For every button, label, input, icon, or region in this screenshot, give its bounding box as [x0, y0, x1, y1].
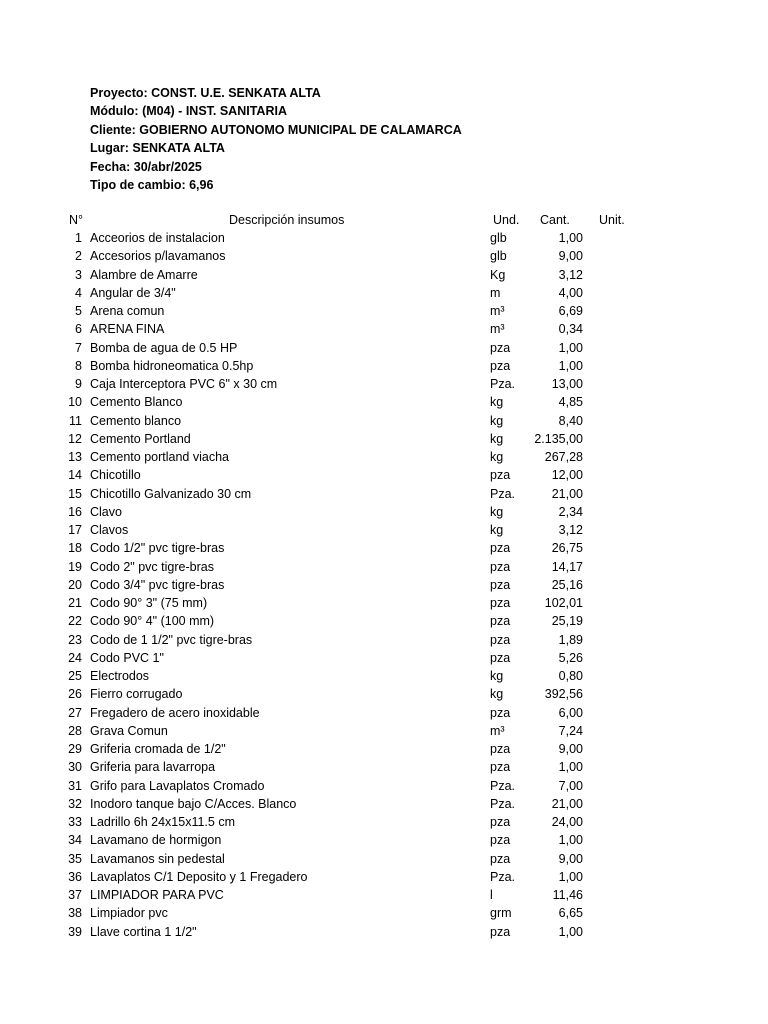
row-number: 34: [68, 833, 82, 848]
row-quantity: 0,80: [558, 669, 583, 683]
row-unit: pza: [490, 541, 511, 556]
table-row: [0, 466, 768, 484]
row-description: Clavo: [90, 504, 122, 519]
row-unit: m³: [490, 322, 505, 337]
row-description: Alambre de Amarre: [90, 267, 198, 282]
row-unit: pza: [490, 815, 511, 829]
row-description: Bomba de agua de 0.5 HP: [90, 340, 238, 355]
table-row: [0, 558, 768, 576]
row-quantity: 13,00: [551, 377, 583, 391]
table-row: [0, 722, 768, 740]
row-description: Angular de 3/4": [90, 285, 176, 300]
row-number: 26: [68, 687, 82, 702]
row-description: Cemento Blanco: [90, 395, 183, 410]
table-row: [0, 266, 768, 284]
row-number: 6: [75, 322, 82, 337]
document-header: [90, 84, 462, 194]
table-row: [0, 357, 768, 375]
row-quantity: 3,12: [558, 267, 583, 282]
row-description: Bomba hidroneomatica 0.5hp: [90, 358, 254, 373]
row-unit: pza: [490, 924, 511, 939]
row-number: 19: [68, 559, 82, 574]
table-row: [0, 521, 768, 539]
row-number: 3: [75, 267, 82, 282]
row-description: Griferia para lavarropa: [90, 760, 216, 775]
row-quantity: 26,75: [551, 541, 583, 556]
table-row: [0, 247, 768, 265]
column-header-description: Descripción insumos: [229, 213, 345, 227]
project-line: Proyecto: CONST. U.E. SENKATA ALTA: [90, 86, 321, 100]
row-quantity: 4,00: [558, 285, 583, 300]
row-number: 4: [75, 285, 82, 300]
row-description: Cemento blanco: [90, 413, 182, 428]
table-row: [0, 503, 768, 521]
table-row: [0, 284, 768, 302]
row-number: 37: [68, 888, 82, 902]
row-description: Codo PVC 1": [90, 650, 164, 665]
table-row: [0, 539, 768, 557]
table-row: [0, 576, 768, 594]
row-number: 27: [68, 705, 82, 720]
row-number: 23: [68, 632, 82, 647]
row-unit: kg: [490, 687, 504, 702]
row-description: Grava Comun: [90, 723, 168, 738]
column-header-number: N°: [69, 213, 84, 227]
row-unit: pza: [490, 742, 511, 756]
row-unit: kg: [490, 450, 504, 464]
table-row: [0, 886, 768, 904]
row-quantity: 3,12: [558, 523, 583, 537]
row-unit: pza: [490, 358, 511, 373]
row-quantity: 9,00: [558, 851, 583, 866]
row-description: Ladrillo 6h 24x15x11.5 cm: [90, 815, 235, 829]
row-unit: pza: [490, 833, 511, 848]
row-number: 33: [68, 815, 82, 829]
row-quantity: 102,01: [544, 596, 583, 610]
row-quantity: 6,65: [558, 906, 583, 921]
row-unit: pza: [490, 340, 511, 355]
row-number: 25: [68, 669, 82, 683]
row-number: 20: [68, 577, 82, 592]
table-row: [0, 923, 768, 941]
row-quantity: 25,16: [551, 577, 583, 592]
row-quantity: 11,46: [552, 888, 583, 902]
row-description: Llave cortina 1 1/2": [90, 924, 197, 939]
row-description: Grifo para Lavaplatos Cromado: [90, 778, 265, 793]
row-quantity: 6,00: [558, 705, 583, 720]
row-unit: kg: [490, 413, 504, 428]
row-description: Arena comun: [90, 304, 165, 318]
row-unit: pza: [490, 468, 511, 483]
row-number: 9: [75, 377, 82, 391]
row-number: 16: [68, 504, 82, 519]
row-number: 11: [69, 413, 82, 428]
row-number: 5: [75, 304, 82, 318]
row-quantity: 1,00: [558, 869, 583, 884]
row-unit: pza: [490, 614, 511, 629]
row-unit: Kg: [490, 267, 506, 282]
row-number: 29: [68, 742, 82, 756]
table-row: [0, 339, 768, 357]
row-unit: kg: [490, 669, 504, 683]
row-quantity: 2,34: [558, 504, 583, 519]
table-row: [0, 448, 768, 466]
row-quantity: 4,85: [558, 395, 583, 410]
row-quantity: 21,00: [551, 486, 583, 501]
row-number: 31: [68, 778, 82, 793]
table-row: [0, 229, 768, 247]
row-quantity: 12,00: [551, 468, 583, 483]
row-description: Cemento portland viacha: [90, 450, 229, 464]
row-unit: pza: [490, 559, 511, 574]
row-quantity: 2.135,00: [534, 431, 583, 446]
table-row: [0, 594, 768, 612]
row-description: Clavos: [90, 523, 129, 537]
table-row: [0, 758, 768, 776]
row-description: Lavamano de hormigon: [90, 833, 222, 848]
row-unit: pza: [490, 760, 511, 775]
table-row: [0, 685, 768, 703]
row-description: Electrodos: [90, 669, 150, 683]
row-quantity: 7,24: [558, 723, 583, 738]
row-unit: m: [490, 285, 501, 300]
row-number: 38: [68, 906, 82, 921]
row-number: 30: [68, 760, 82, 775]
row-description: Fierro corrugado: [90, 687, 183, 702]
row-description: Codo 2" pvc tigre-bras: [90, 559, 214, 574]
row-unit: m³: [490, 723, 505, 738]
row-quantity: 1,00: [558, 924, 583, 939]
row-number: 15: [68, 486, 82, 501]
table-row: [0, 649, 768, 667]
table-row: [0, 320, 768, 338]
row-unit: grm: [490, 906, 512, 921]
row-quantity: 1,00: [558, 358, 583, 373]
row-quantity: 14,17: [551, 559, 583, 574]
row-number: 35: [68, 851, 82, 866]
row-description: Inodoro tanque bajo C/Acces. Blanco: [90, 796, 297, 811]
row-description: ARENA FINA: [90, 322, 165, 337]
row-quantity: 9,00: [558, 742, 583, 756]
supplies-table-body: [0, 229, 768, 941]
row-description: Limpiador pvc: [90, 906, 168, 921]
row-description: Codo 1/2" pvc tigre-bras: [90, 541, 225, 556]
row-description: Lavamanos sin pedestal: [90, 851, 225, 866]
client-line: Cliente: GOBIERNO AUTONOMO MUNICIPAL DE CALAMARCA: [90, 122, 462, 137]
row-quantity: 392,56: [544, 687, 583, 702]
table-row: [0, 740, 768, 758]
row-quantity: 1,89: [558, 632, 583, 647]
row-unit: Pza.: [490, 796, 516, 811]
row-unit: kg: [490, 523, 504, 537]
row-unit: l: [490, 888, 493, 902]
row-number: 7: [75, 340, 82, 355]
exchange-rate-line: Tipo de cambio: 6,96: [90, 178, 214, 193]
row-description: Lavaplatos C/1 Deposito y 1 Fregadero: [90, 869, 308, 884]
table-row: [0, 485, 768, 503]
table-row: [0, 631, 768, 649]
row-unit: m³: [490, 304, 505, 318]
row-number: 17: [68, 523, 82, 537]
row-description: Acceorios de instalacion: [90, 231, 225, 245]
table-row: [0, 831, 768, 849]
row-description: Caja Interceptora PVC 6" x 30 cm: [90, 377, 278, 391]
row-number: 32: [68, 796, 82, 811]
row-description: Chicotillo Galvanizado 30 cm: [90, 486, 252, 501]
row-quantity: 9,00: [558, 249, 583, 264]
row-unit: pza: [490, 577, 511, 592]
row-number: 13: [68, 450, 82, 464]
row-description: Chicotillo: [90, 468, 141, 483]
place-line: Lugar: SENKATA ALTA: [90, 141, 225, 156]
table-row: [0, 430, 768, 448]
row-quantity: 25,19: [551, 614, 583, 629]
row-number: 18: [68, 541, 82, 556]
row-description: Codo 90° 4" (100 mm): [90, 614, 215, 629]
row-unit: Pza.: [490, 377, 516, 391]
row-unit: glb: [490, 231, 507, 245]
row-number: 21: [68, 596, 82, 610]
column-header-unit: Und.: [493, 213, 520, 227]
row-quantity: 7,00: [558, 778, 583, 793]
row-number: 8: [75, 358, 82, 373]
row-number: 36: [68, 869, 82, 884]
table-row: [0, 795, 768, 813]
row-quantity: 1,00: [558, 340, 583, 355]
row-number: 1: [75, 231, 82, 245]
row-quantity: 21,00: [551, 796, 583, 811]
table-row: [0, 612, 768, 630]
table-row: [0, 375, 768, 393]
row-description: Cemento Portland: [90, 431, 191, 446]
row-number: 24: [68, 650, 82, 665]
column-header-unit-price: Unit.: [599, 213, 625, 227]
row-unit: pza: [490, 705, 511, 720]
row-unit: Pza.: [490, 869, 516, 884]
row-unit: pza: [490, 650, 511, 665]
row-quantity: 267,28: [544, 450, 583, 464]
date-line: Fecha: 30/abr/2025: [90, 159, 202, 174]
row-unit: kg: [490, 431, 504, 446]
row-number: 28: [68, 723, 82, 738]
row-unit: kg: [490, 504, 504, 519]
column-header-quantity: Cant.: [540, 213, 570, 227]
row-number: 22: [68, 614, 82, 629]
table-row: [0, 302, 768, 320]
row-quantity: 0,34: [558, 322, 583, 337]
row-quantity: 6,69: [558, 304, 583, 318]
row-unit: Pza.: [490, 778, 516, 793]
row-quantity: 1,00: [558, 833, 583, 848]
row-description: Fregadero de acero inoxidable: [90, 705, 260, 720]
row-number: 12: [68, 431, 82, 446]
row-unit: pza: [490, 632, 511, 647]
row-description: Codo 90° 3" (75 mm): [90, 596, 208, 610]
row-description: LIMPIADOR PARA PVC: [90, 888, 224, 902]
table-row: [0, 904, 768, 922]
table-row: [0, 777, 768, 795]
row-unit: kg: [490, 395, 504, 410]
row-unit: Pza.: [490, 486, 516, 501]
row-number: 39: [68, 924, 82, 939]
row-unit: pza: [490, 596, 511, 610]
row-quantity: 1,00: [558, 760, 583, 775]
table-row: [0, 813, 768, 831]
table-row: [0, 868, 768, 886]
row-quantity: 1,00: [558, 231, 583, 245]
table-row: [0, 667, 768, 685]
table-row: [0, 412, 768, 430]
row-description: Codo de 1 1/2" pvc tigre-bras: [90, 632, 253, 647]
row-quantity: 5,26: [558, 650, 583, 665]
row-description: Accesorios p/lavamanos: [90, 249, 226, 264]
row-unit: glb: [490, 249, 507, 264]
row-quantity: 24,00: [551, 815, 583, 829]
table-row: [0, 393, 768, 411]
row-number: 2: [75, 249, 82, 264]
row-description: Griferia cromada de 1/2": [90, 742, 226, 756]
row-unit: pza: [490, 851, 511, 866]
row-number: 10: [68, 395, 82, 410]
row-quantity: 8,40: [558, 413, 583, 428]
table-header: [0, 211, 768, 229]
row-number: 14: [68, 468, 82, 483]
module-line: Módulo: (M04) - INST. SANITARIA: [90, 104, 287, 119]
row-description: Codo 3/4" pvc tigre-bras: [90, 577, 225, 592]
table-row: [0, 704, 768, 722]
table-row: [0, 850, 768, 868]
